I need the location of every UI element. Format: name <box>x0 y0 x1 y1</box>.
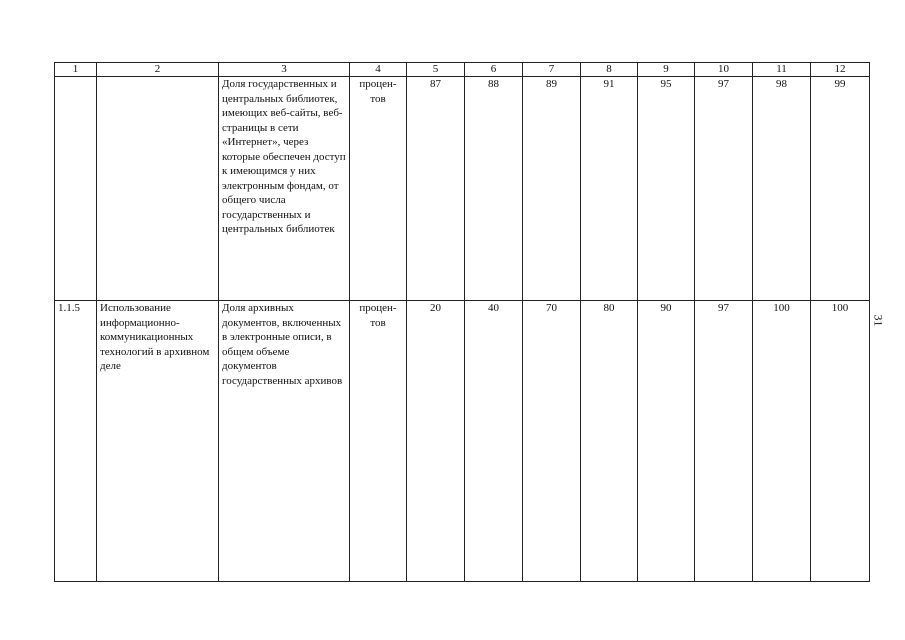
table-row <box>55 301 870 582</box>
header-col-11: 11 <box>753 63 811 77</box>
row-value: 70 <box>523 301 581 582</box>
header-col-8: 8 <box>581 63 638 77</box>
row-value: 87 <box>407 77 465 301</box>
row-unit: процен-тов <box>350 77 407 301</box>
row-unit: процен-тов <box>350 301 407 582</box>
row-value: 100 <box>753 301 811 582</box>
header-row <box>55 63 870 77</box>
row-name: Использование информационно-коммуникационных технологий в архивном деле <box>97 301 219 582</box>
header-col-1: 1 <box>55 63 97 77</box>
row-value: 97 <box>695 301 753 582</box>
row-indicator: Доля архивных документов, включенных в электронные описи, в общем объеме документов государственных архивов <box>219 301 350 582</box>
row-indicator: Доля государственных и центральных библиотек, имеющих веб-сайты, веб-страницы в сети «Интернет», через которые обеспечен доступ к имеющимся у них электронным фондам, от общего числа государственных и центральных библиотек <box>219 77 350 301</box>
row-value: 95 <box>638 77 695 301</box>
row-value: 40 <box>465 301 523 582</box>
header-col-12: 12 <box>811 63 870 77</box>
header-col-4: 4 <box>350 63 407 77</box>
row-value: 20 <box>407 301 465 582</box>
row-value: 80 <box>581 301 638 582</box>
row-value: 97 <box>695 77 753 301</box>
indicators-table <box>54 62 870 582</box>
row-value: 99 <box>811 77 870 301</box>
row-value: 98 <box>753 77 811 301</box>
row-value: 91 <box>581 77 638 301</box>
header-col-10: 10 <box>695 63 753 77</box>
header-col-9: 9 <box>638 63 695 77</box>
header-col-2: 2 <box>97 63 219 77</box>
header-col-7: 7 <box>523 63 581 77</box>
row-code: 1.1.5 <box>55 301 97 582</box>
row-value: 100 <box>811 301 870 582</box>
page-number: 31 <box>871 314 886 327</box>
row-value: 89 <box>523 77 581 301</box>
row-name <box>97 77 219 301</box>
row-code <box>55 77 97 301</box>
table-row <box>55 77 870 301</box>
header-col-3: 3 <box>219 63 350 77</box>
row-value: 90 <box>638 301 695 582</box>
header-col-6: 6 <box>465 63 523 77</box>
header-col-5: 5 <box>407 63 465 77</box>
row-value: 88 <box>465 77 523 301</box>
